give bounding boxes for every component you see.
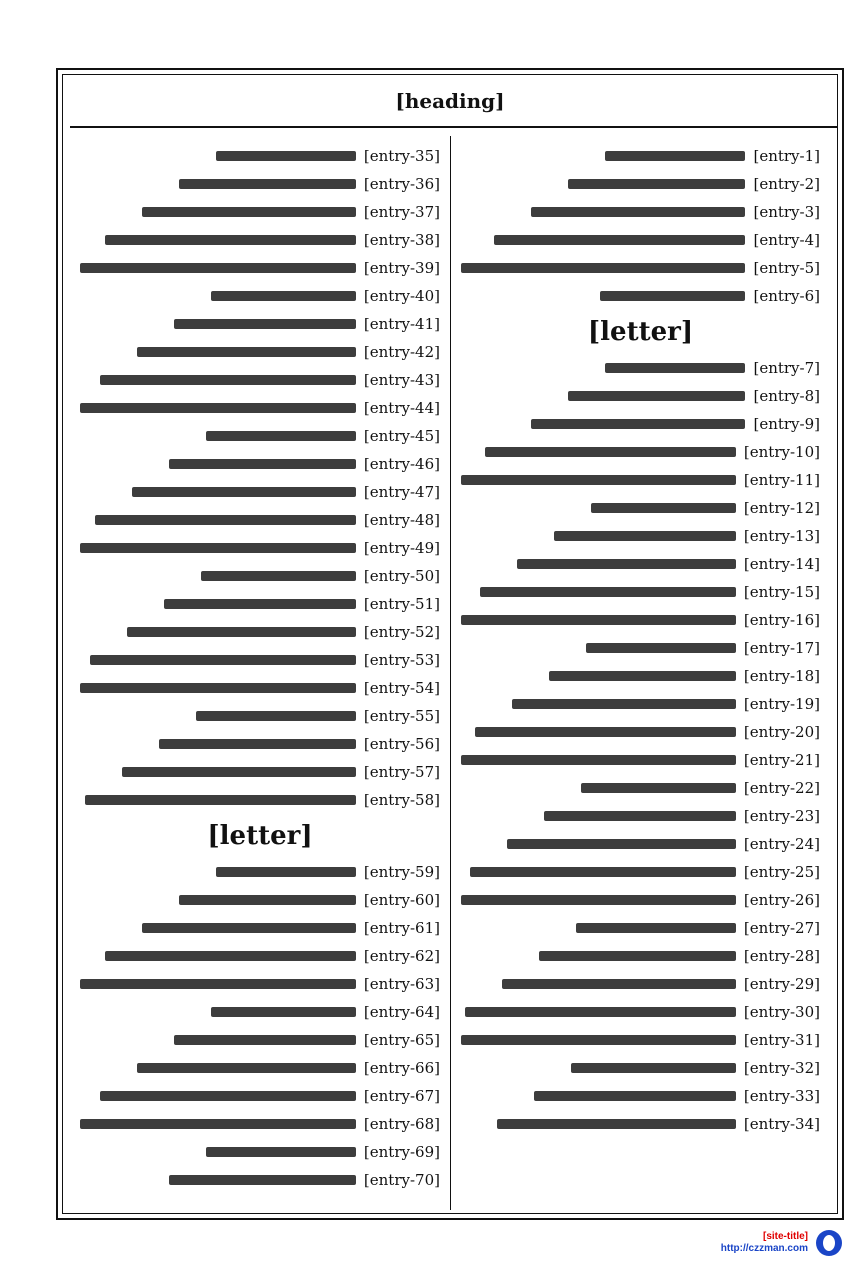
right-bottom-line	[461, 382, 820, 410]
left-top-line-ink	[206, 431, 356, 441]
right-bottom-line	[461, 1110, 820, 1138]
right-bottom-line-ink	[571, 1063, 736, 1073]
right-bottom-line-text: [entry-29]	[743, 975, 820, 993]
right-bottom-line-ink	[554, 531, 736, 541]
left-top-line	[80, 758, 440, 786]
left-top-line-ink	[159, 739, 356, 749]
header	[56, 78, 844, 124]
right-bottom-line-text: [entry-24]	[743, 835, 820, 853]
right-bottom-line-text: [entry-28]	[743, 947, 820, 965]
right-bottom-line	[461, 494, 820, 522]
left-top-line-ink	[85, 795, 356, 805]
page-title: [heading]	[395, 89, 505, 113]
right-bottom-line	[461, 1082, 820, 1110]
right-bottom-line	[461, 914, 820, 942]
right-bottom-line-ink	[461, 475, 736, 485]
right-top-line	[461, 142, 820, 170]
left-top-line	[80, 674, 440, 702]
right-column	[450, 136, 830, 1210]
left-top-line-text: [entry-52]	[363, 623, 440, 641]
left-bottom-line-text: [entry-62]	[363, 947, 440, 965]
right-bottom-line-text: [entry-7]	[753, 359, 820, 377]
left-top-line-ink	[179, 179, 356, 189]
left-bottom-line-ink	[169, 1175, 356, 1185]
left-top-line-ink	[132, 487, 356, 497]
left-top-line-ink	[80, 683, 356, 693]
right-bottom-line	[461, 606, 820, 634]
left-bottom-line-text: [entry-68]	[363, 1115, 440, 1133]
left-top-line-text: [entry-57]	[363, 763, 440, 781]
right-bottom-line-ink	[461, 755, 736, 765]
left-bottom-line-ink	[80, 1119, 356, 1129]
left-bottom-line	[80, 998, 440, 1026]
right-bottom-line-ink	[475, 727, 736, 737]
right-bottom-line-ink	[461, 1035, 736, 1045]
left-top-line-text: [entry-42]	[363, 343, 440, 361]
right-top-line-text: [entry-4]	[753, 231, 820, 249]
footer-title: [site-title]	[762, 1231, 808, 1242]
right-bottom-line	[461, 662, 820, 690]
left-top-line	[80, 226, 440, 254]
right-bottom-line	[461, 1054, 820, 1082]
right-bottom-line-ink	[461, 895, 736, 905]
left-bottom-line	[80, 1026, 440, 1054]
left-top-line-ink	[105, 235, 356, 245]
right-top-line-text: [entry-6]	[753, 287, 820, 305]
right-top-line	[461, 226, 820, 254]
right-bottom-line-ink	[576, 923, 736, 933]
left-top-line-text: [entry-38]	[363, 231, 440, 249]
left-bottom-line	[80, 970, 440, 998]
left-bottom-line	[80, 1110, 440, 1138]
left-bottom-line-text: [entry-59]	[363, 863, 440, 881]
right-bottom-line-ink	[480, 587, 736, 597]
left-top-line-ink	[174, 319, 356, 329]
left-bottom-line	[80, 886, 440, 914]
left-top-line	[80, 702, 440, 730]
left-top-line-ink	[201, 571, 356, 581]
right-top-line	[461, 254, 820, 282]
right-bottom-line-text: [entry-25]	[743, 863, 820, 881]
right-bottom-line	[461, 802, 820, 830]
left-top-line-text: [entry-37]	[363, 203, 440, 221]
right-bottom-line	[461, 858, 820, 886]
section-letter-right: [letter]	[587, 317, 694, 347]
right-bottom-line-ink	[605, 363, 745, 373]
right-bottom-line-ink	[586, 643, 736, 653]
footer-text	[721, 1231, 808, 1255]
right-bottom-line-ink	[470, 867, 736, 877]
left-top-line	[80, 646, 440, 674]
left-bottom-line-ink	[179, 895, 356, 905]
left-lines-top	[80, 142, 440, 814]
right-bottom-line-text: [entry-11]	[743, 471, 820, 489]
left-bottom-line-text: [entry-64]	[363, 1003, 440, 1021]
left-top-line	[80, 254, 440, 282]
left-top-line	[80, 730, 440, 758]
left-bottom-line-ink	[211, 1007, 356, 1017]
right-bottom-line-ink	[507, 839, 736, 849]
right-bottom-line-ink	[461, 615, 736, 625]
left-top-line-ink	[80, 263, 356, 273]
left-top-line-text: [entry-49]	[363, 539, 440, 557]
right-bottom-line-text: [entry-30]	[743, 1003, 820, 1021]
right-bottom-line-ink	[485, 447, 736, 457]
left-top-line-ink	[211, 291, 356, 301]
left-top-line-ink	[80, 543, 356, 553]
right-bottom-line-text: [entry-16]	[743, 611, 820, 629]
footer-url[interactable]: http://czzman.com	[720, 1243, 808, 1254]
left-top-line-text: [entry-43]	[363, 371, 440, 389]
left-top-line-ink	[90, 655, 356, 665]
left-top-line-text: [entry-45]	[363, 427, 440, 445]
right-bottom-line-text: [entry-18]	[743, 667, 820, 685]
right-bottom-line-ink	[517, 559, 736, 569]
right-bottom-line	[461, 1026, 820, 1054]
right-bottom-line-ink	[531, 419, 745, 429]
right-top-line-ink	[568, 179, 745, 189]
right-bottom-line-text: [entry-22]	[743, 779, 820, 797]
left-bottom-line-ink	[105, 951, 356, 961]
right-bottom-line-ink	[465, 1007, 736, 1017]
left-top-line-text: [entry-35]	[363, 147, 440, 165]
left-bottom-line-ink	[216, 867, 356, 877]
left-bottom-line-ink	[80, 979, 356, 989]
left-bottom-line-ink	[174, 1035, 356, 1045]
right-bottom-line	[461, 886, 820, 914]
right-lines-top	[461, 142, 820, 310]
right-bottom-line	[461, 998, 820, 1026]
right-top-line	[461, 170, 820, 198]
left-top-line	[80, 562, 440, 590]
right-bottom-line	[461, 522, 820, 550]
left-bottom-line	[80, 858, 440, 886]
right-bottom-line	[461, 746, 820, 774]
right-bottom-line	[461, 578, 820, 606]
right-bottom-line-text: [entry-10]	[743, 443, 820, 461]
left-top-line-ink	[196, 711, 356, 721]
right-bottom-line-text: [entry-9]	[753, 415, 820, 433]
left-bottom-line-text: [entry-60]	[363, 891, 440, 909]
left-bottom-line-text: [entry-61]	[363, 919, 440, 937]
right-bottom-line-ink	[544, 811, 736, 821]
right-bottom-line-text: [entry-20]	[743, 723, 820, 741]
site-badge-inner	[823, 1235, 835, 1251]
right-bottom-line-ink	[568, 391, 745, 401]
right-bottom-line	[461, 438, 820, 466]
site-badge-icon	[816, 1230, 842, 1256]
right-bottom-line-text: [entry-26]	[743, 891, 820, 909]
left-column	[70, 136, 450, 1210]
right-bottom-line-text: [entry-21]	[743, 751, 820, 769]
right-bottom-line	[461, 830, 820, 858]
right-bottom-line-ink	[581, 783, 736, 793]
left-lines-bottom	[80, 858, 440, 1194]
left-bottom-line	[80, 1054, 440, 1082]
left-top-line-text: [entry-46]	[363, 455, 440, 473]
footer-watermark	[721, 1230, 842, 1256]
right-bottom-line-ink	[512, 699, 736, 709]
left-bottom-line-ink	[142, 923, 356, 933]
right-bottom-line	[461, 970, 820, 998]
left-top-line-text: [entry-41]	[363, 315, 440, 333]
left-top-line-text: [entry-55]	[363, 707, 440, 725]
left-top-line	[80, 142, 440, 170]
left-bottom-line	[80, 914, 440, 942]
left-top-line-text: [entry-47]	[363, 483, 440, 501]
right-bottom-line	[461, 718, 820, 746]
right-bottom-line-text: [entry-13]	[743, 527, 820, 545]
left-bottom-line-text: [entry-66]	[363, 1059, 440, 1077]
left-top-line	[80, 198, 440, 226]
left-top-line-text: [entry-44]	[363, 399, 440, 417]
left-top-line-ink	[164, 599, 356, 609]
left-top-line-text: [entry-58]	[363, 791, 440, 809]
right-bottom-line	[461, 410, 820, 438]
header-rule	[70, 126, 838, 128]
left-top-line-ink	[216, 151, 356, 161]
left-top-line	[80, 506, 440, 534]
left-top-line-text: [entry-54]	[363, 679, 440, 697]
left-bottom-line	[80, 1138, 440, 1166]
left-top-line-ink	[137, 347, 356, 357]
right-top-line-ink	[494, 235, 745, 245]
left-top-line	[80, 618, 440, 646]
left-top-line-ink	[142, 207, 356, 217]
left-bottom-line-text: [entry-65]	[363, 1031, 440, 1049]
left-bottom-line-text: [entry-69]	[363, 1143, 440, 1161]
left-top-line-ink	[80, 403, 356, 413]
left-bottom-line	[80, 1166, 440, 1194]
left-top-line-text: [entry-53]	[363, 651, 440, 669]
right-bottom-line-text: [entry-27]	[743, 919, 820, 937]
left-bottom-line	[80, 1082, 440, 1110]
left-top-line-text: [entry-48]	[363, 511, 440, 529]
right-bottom-line-text: [entry-34]	[743, 1115, 820, 1133]
left-bottom-line-ink	[137, 1063, 356, 1073]
right-bottom-line	[461, 550, 820, 578]
left-top-line-text: [entry-51]	[363, 595, 440, 613]
left-top-line-ink	[100, 375, 356, 385]
left-top-line-text: [entry-39]	[363, 259, 440, 277]
left-top-line-text: [entry-40]	[363, 287, 440, 305]
left-top-line	[80, 422, 440, 450]
right-top-line-text: [entry-1]	[753, 147, 820, 165]
left-top-line-ink	[127, 627, 356, 637]
left-top-line	[80, 310, 440, 338]
right-bottom-line-ink	[539, 951, 736, 961]
right-bottom-line	[461, 354, 820, 382]
right-top-line-text: [entry-5]	[753, 259, 820, 277]
right-bottom-line	[461, 774, 820, 802]
right-bottom-line-ink	[534, 1091, 736, 1101]
left-top-line	[80, 478, 440, 506]
right-top-line-ink	[531, 207, 745, 217]
right-bottom-line-ink	[549, 671, 736, 681]
left-top-line	[80, 170, 440, 198]
left-top-line-text: [entry-56]	[363, 735, 440, 753]
right-top-line-ink	[461, 263, 745, 273]
left-top-line	[80, 394, 440, 422]
right-bottom-line-text: [entry-12]	[743, 499, 820, 517]
right-top-line	[461, 198, 820, 226]
left-top-line	[80, 338, 440, 366]
right-bottom-line-text: [entry-33]	[743, 1087, 820, 1105]
left-top-line	[80, 282, 440, 310]
right-top-line-text: [entry-3]	[753, 203, 820, 221]
right-top-line-ink	[600, 291, 745, 301]
section-letter-left: [letter]	[207, 821, 313, 851]
right-bottom-line-text: [entry-14]	[743, 555, 820, 573]
right-bottom-line-text: [entry-8]	[753, 387, 820, 405]
left-bottom-line-text: [entry-70]	[363, 1171, 440, 1189]
left-top-line	[80, 786, 440, 814]
right-bottom-line-ink	[502, 979, 736, 989]
right-top-line-text: [entry-2]	[753, 175, 820, 193]
left-bottom-line-text: [entry-63]	[363, 975, 440, 993]
left-top-line-text: [entry-50]	[363, 567, 440, 585]
left-top-line	[80, 534, 440, 562]
left-top-line-ink	[122, 767, 356, 777]
index-columns	[70, 136, 830, 1210]
left-top-line	[80, 590, 440, 618]
right-bottom-line-text: [entry-19]	[743, 695, 820, 713]
left-bottom-line	[80, 942, 440, 970]
right-top-line-ink	[605, 151, 745, 161]
right-bottom-line-text: [entry-32]	[743, 1059, 820, 1077]
right-bottom-line	[461, 690, 820, 718]
left-bottom-line-ink	[100, 1091, 356, 1101]
left-bottom-line-ink	[206, 1147, 356, 1157]
right-lines-bottom	[461, 354, 820, 1138]
right-bottom-line	[461, 634, 820, 662]
right-bottom-line-text: [entry-23]	[743, 807, 820, 825]
left-top-line	[80, 366, 440, 394]
left-top-line-ink	[169, 459, 356, 469]
right-bottom-line-text: [entry-15]	[743, 583, 820, 601]
left-top-line-ink	[95, 515, 356, 525]
right-bottom-line-ink	[497, 1119, 736, 1129]
right-bottom-line-ink	[591, 503, 736, 513]
right-bottom-line	[461, 942, 820, 970]
right-top-line	[461, 282, 820, 310]
left-top-line-text: [entry-36]	[363, 175, 440, 193]
left-top-line	[80, 450, 440, 478]
right-bottom-line	[461, 466, 820, 494]
right-bottom-line-text: [entry-17]	[743, 639, 820, 657]
right-bottom-line-text: [entry-31]	[743, 1031, 820, 1049]
left-bottom-line-text: [entry-67]	[363, 1087, 440, 1105]
